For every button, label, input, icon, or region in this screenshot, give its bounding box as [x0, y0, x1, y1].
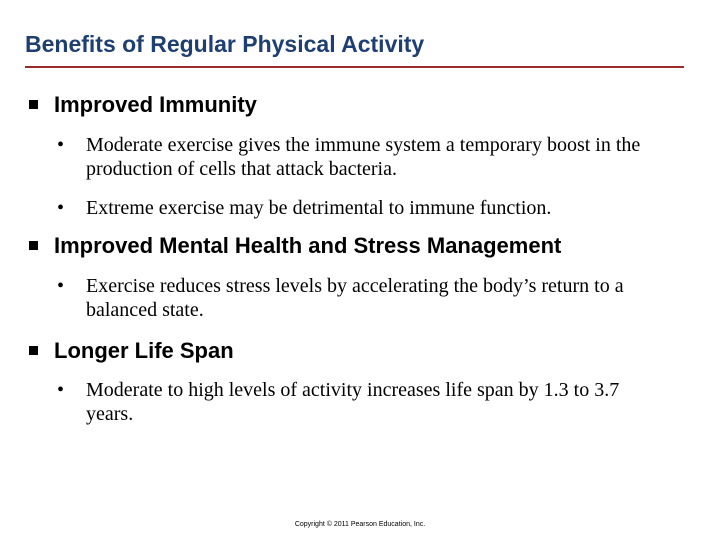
section-improved-immunity — [29, 92, 257, 118]
section-heading — [29, 233, 561, 259]
bullet-dot-icon: • — [57, 379, 65, 401]
sub-bullet-item — [57, 133, 657, 181]
slide-title: Benefits of Regular Physical Activity — [25, 31, 425, 57]
sub-bullet-item — [57, 274, 657, 322]
section-mental-health — [29, 233, 561, 259]
bullet-dot-icon: • — [57, 197, 65, 219]
section-longer-life-span — [29, 338, 234, 364]
section-heading — [29, 338, 234, 364]
section-heading-text: Longer Life Span — [54, 338, 234, 363]
copyright-footer: Copyright © 2011 Pearson Education, Inc. — [294, 521, 426, 528]
sub-bullet-item — [57, 196, 657, 220]
sub-bullet-item — [57, 378, 657, 426]
bullet-dot-icon: • — [57, 275, 65, 297]
sub-bullet-text: Exercise reduces stress levels by accelerating the body’s return to a balanced state. — [86, 275, 624, 321]
sub-bullet-text: Extreme exercise may be detrimental to immune function. — [86, 197, 552, 219]
section-heading-text: Improved Mental Health and Stress Management — [54, 233, 562, 258]
bullet-dot-icon: • — [57, 134, 65, 156]
section-heading — [29, 92, 257, 118]
section-heading-text: Improved Immunity — [54, 92, 257, 117]
square-bullet-icon — [29, 346, 38, 355]
square-bullet-icon — [29, 241, 38, 250]
square-bullet-icon — [29, 100, 38, 109]
sub-bullet-text: Moderate exercise gives the immune system a temporary boost in the production of cells that attack bacteria. — [86, 134, 641, 180]
sub-bullet-text: Moderate to high levels of activity increases life span by 1.3 to 3.7 years. — [86, 379, 620, 425]
